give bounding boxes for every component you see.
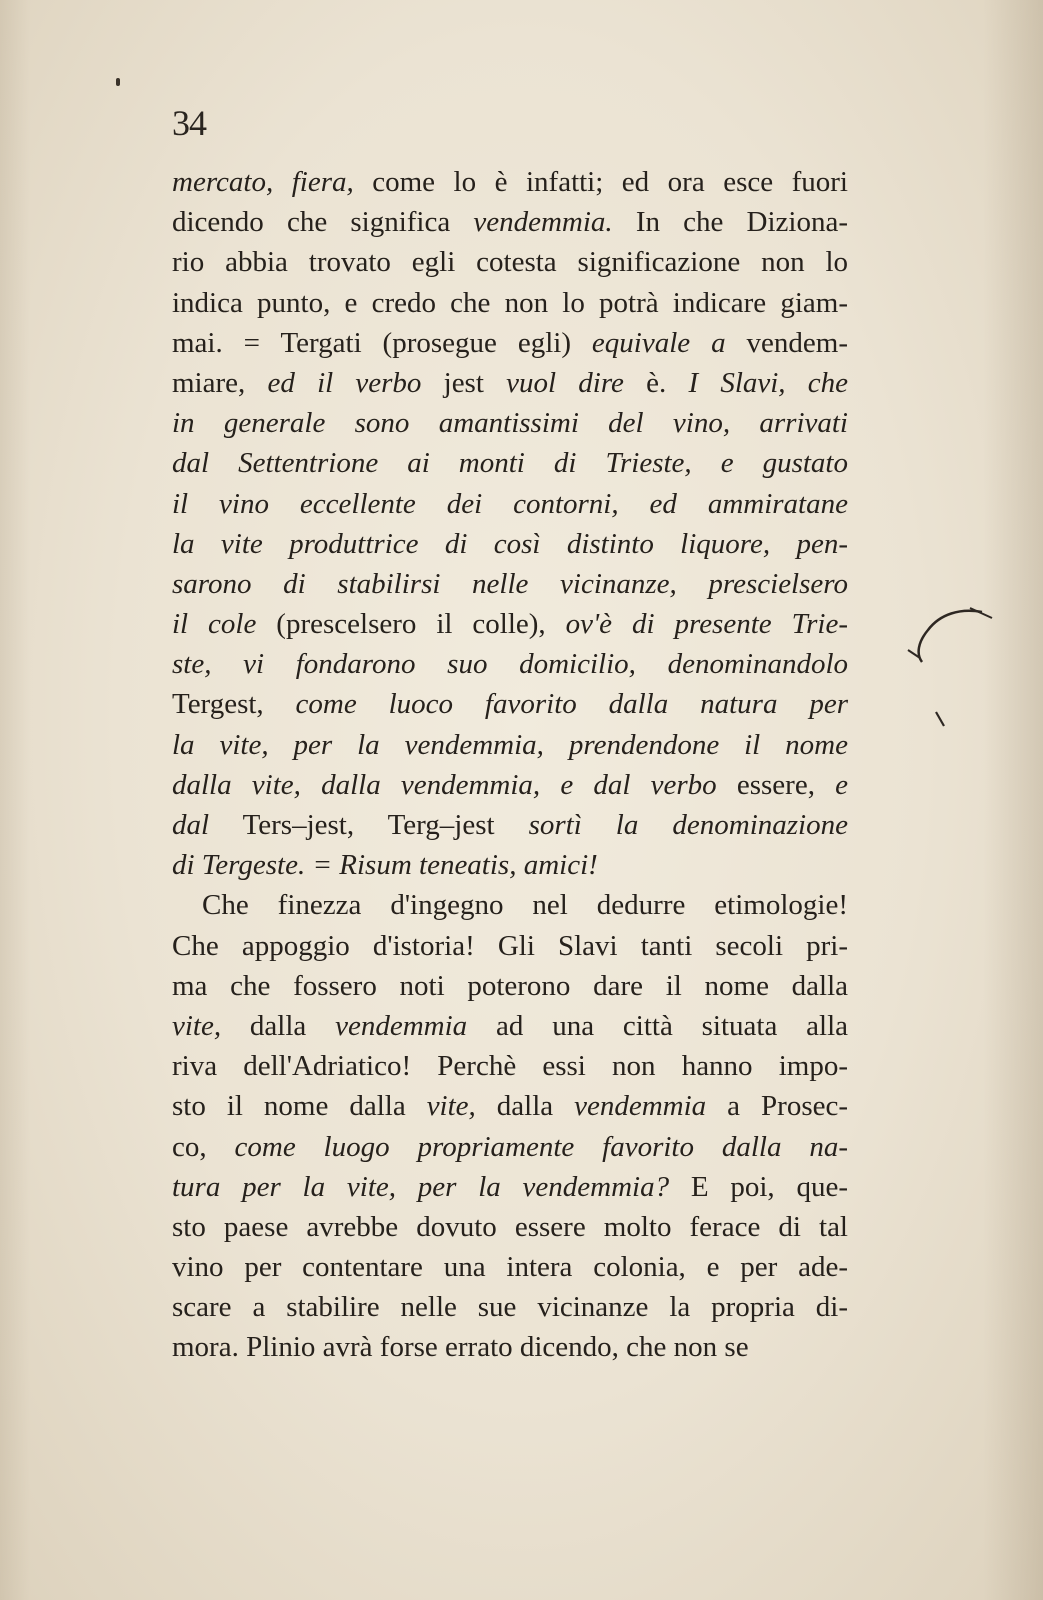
ink-speck (116, 78, 120, 86)
roman-text: ma che fossero noti poterono dare il nome dalla (172, 969, 848, 1002)
text-line (172, 805, 848, 845)
text-line (172, 765, 848, 805)
italic-text: il vino eccellente dei contorni, ed ammiratane (172, 487, 848, 520)
roman-text: In che Diziona- (612, 206, 849, 239)
text-line (172, 1327, 848, 1367)
italic-text: vite, (172, 1009, 222, 1042)
roman-text: Che finezza d'ingegno nel dedurre etimologie! (202, 889, 848, 922)
text-line (172, 1046, 848, 1086)
roman-text: dalla (221, 1009, 336, 1042)
page-number: 34 (172, 103, 206, 143)
roman-text: Che appoggio d'istoria! Gli Slavi tanti secoli pri- (172, 929, 848, 962)
roman-text: miare, (172, 366, 268, 399)
text-line (172, 684, 848, 724)
roman-text: essere, (716, 768, 836, 801)
text-line (172, 885, 848, 925)
italic-text: vendemmia (574, 1090, 707, 1123)
roman-text: riva dell'Adriatico! Perchè essi non hanno impo- (172, 1050, 848, 1083)
text-line (172, 524, 848, 564)
roman-text: come lo è infatti; ed ora esce fuori (353, 166, 848, 198)
roman-text: scare a stabilire nelle sue vicinanze la propria di- (172, 1291, 848, 1324)
text-line (172, 845, 848, 885)
italic-text: I Slavi, che (688, 366, 849, 399)
text-line (172, 966, 848, 1006)
italic-text: la vite, per la vendemmia, prendendone il nome (172, 728, 848, 761)
text-line (172, 283, 848, 323)
text-line (172, 1086, 848, 1126)
italic-text: vuol dire (506, 366, 624, 399)
margin-bracket-mark (900, 600, 1000, 730)
roman-text: ad una città situata alla (467, 1009, 849, 1042)
roman-text: sto il nome dalla (172, 1090, 427, 1123)
text-line (172, 564, 848, 604)
text-line (172, 644, 848, 684)
text-line (172, 1247, 848, 1287)
roman-text: dicendo che significa (172, 206, 474, 239)
text-line (172, 926, 848, 966)
italic-text: come luoco favorito dalla natura per (295, 688, 848, 721)
roman-text: Tergest, (172, 688, 296, 721)
roman-text: mai. = Tergati (prosegue egli) (172, 326, 592, 359)
italic-text: come luogo propriamente favorito dalla na- (234, 1130, 849, 1163)
roman-text: (prescelsero il colle), (256, 608, 566, 641)
italic-text: in generale sono amantissimi del vino, arrivati (172, 407, 848, 440)
italic-text: e (835, 768, 848, 801)
roman-text: jest (421, 366, 507, 399)
roman-text: co, (172, 1130, 235, 1163)
roman-text: E poi, que- (669, 1170, 848, 1203)
italic-text: ste, vi fondarono suo domicilio, denominandolo (172, 648, 848, 681)
text-line (172, 403, 848, 443)
italic-text: ed il verbo (267, 366, 422, 399)
italic-text: il cole (172, 608, 257, 641)
italic-text: dal (172, 809, 210, 841)
text-line (172, 1127, 848, 1167)
italic-text: ov'è di presente Trie- (565, 608, 848, 641)
text-line (172, 1167, 848, 1207)
roman-text: a Prosec- (706, 1090, 848, 1123)
text-line (172, 202, 848, 242)
roman-text: sto paese avrebbe dovuto essere molto ferace di tal (172, 1210, 848, 1243)
text-line (172, 484, 848, 524)
italic-text: di Tergeste. = Risum teneatis, amici! (172, 849, 598, 882)
text-line (172, 363, 848, 403)
italic-text: vendemmia (335, 1009, 468, 1042)
text-line (172, 162, 848, 202)
italic-text: dal Settentrione ai monti di Trieste, e gustato (172, 447, 848, 480)
roman-text: mora. Plinio avrà forse errato dicendo, che non se (172, 1331, 749, 1364)
roman-text: indica punto, e credo che non lo potrà indicare giam- (172, 286, 848, 319)
italic-text: sortì la denominazione (528, 809, 848, 841)
text-line (172, 604, 848, 644)
text-line (172, 725, 848, 765)
italic-text: dalla vite, dalla vendemmia, e dal verbo (172, 768, 717, 801)
text-line (172, 1006, 848, 1046)
italic-text: equivale a (591, 326, 726, 359)
text-line (172, 443, 848, 483)
italic-text: mercato, fiera, (172, 166, 354, 198)
roman-text: Ters–jest, Terg–jest (209, 809, 529, 841)
roman-text: è. (623, 366, 689, 399)
body-text (172, 162, 848, 1368)
page-shadow-left (0, 0, 30, 1600)
italic-text: vendemmia. (473, 206, 613, 239)
page-shadow-right (983, 0, 1043, 1600)
roman-text: dalla (475, 1090, 575, 1123)
text-line (172, 1207, 848, 1247)
text-line (172, 1287, 848, 1327)
text-line (172, 242, 848, 282)
roman-text: vino per contentare una intera colonia, e per ade- (172, 1251, 848, 1284)
italic-text: la vite produttrice di così distinto liquore, pen- (172, 527, 848, 560)
italic-text: tura per la vite, per la vendemmia? (172, 1170, 670, 1203)
text-line (172, 323, 848, 363)
roman-text: vendem- (725, 326, 848, 359)
italic-text: vite, (426, 1090, 476, 1123)
italic-text: sarono di stabilirsi nelle vicinanze, prescielsero (172, 567, 848, 600)
roman-text: rio abbia trovato egli cotesta significazione non lo (172, 246, 848, 279)
